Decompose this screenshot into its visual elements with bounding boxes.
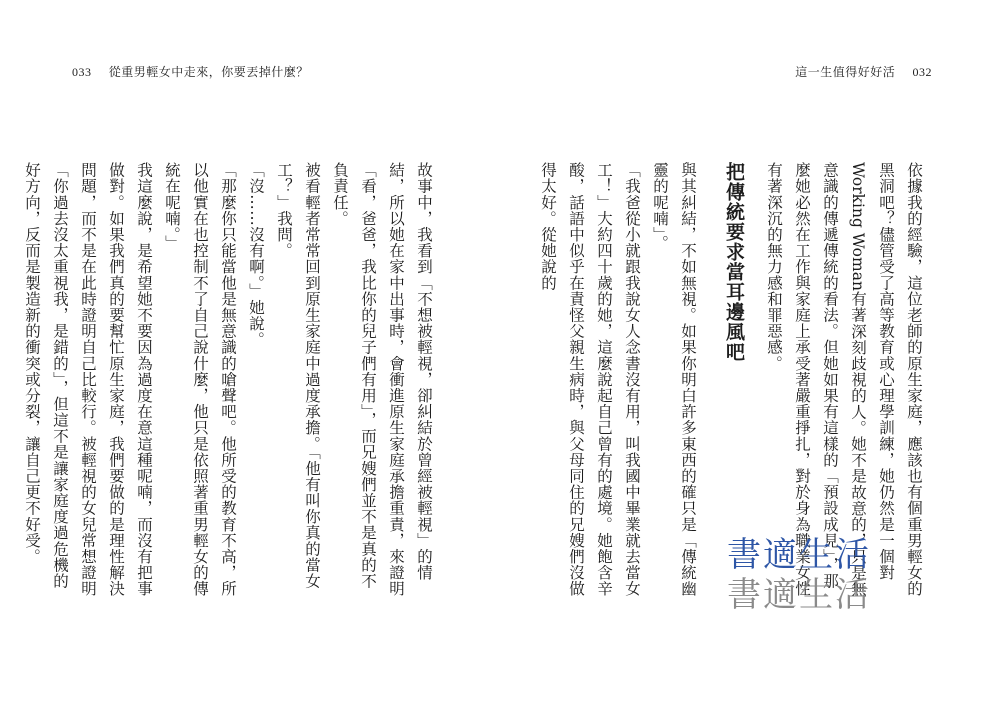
right-running-title: 這一生值得好好活: [795, 65, 896, 79]
section-heading: 把傳統要求當耳邊風吧: [723, 162, 745, 362]
paragraph: 「沒……沒有啊。」她說。: [247, 162, 265, 348]
paragraph: 被看輕者常常回到原生家庭中過度承擔。「他有叫你真的當女工？」我問。: [275, 162, 321, 589]
right-running-head: [795, 63, 932, 80]
paragraph-text: 有著深刻歧視的人。她不是故意的，只是無意識的傳遞傳統的看法。但她如果有這樣的「預設成見」，那麼她必然在工作與家庭上承受著嚴重掙扎，對於身為職業女性有著深沉的無力感和罪惡感。: [765, 162, 867, 597]
paragraph: 「我爸從小就跟我說女人念書沒有用，叫我國中畢業就去當女工！」大約四十歲的她，這麼說起自己曾有的處境。她飽含辛酸，話語中似乎在責怪父親生病時，與父母同住的兄嫂們沒做得太好。從她說的: [539, 162, 641, 597]
paragraph-text: 依據我的經驗，這位老師的原生家庭，應該也有個重男輕女的黑洞吧？儘管受了高等教育或心理學訓練，她仍然是一個對: [877, 162, 923, 597]
latin-term: Working Woman: [849, 162, 867, 291]
watermark-logo-gray: 書適生活: [727, 575, 871, 615]
paragraph: 「那麼你只能當他是無意識的嗆聲吧。他所受的教育不高，所以他實在也控制不了自己說什麼，他只是依照著重男輕女的傳統在呢喃。」: [163, 162, 237, 597]
paragraph: 故事中，我看到「不想被輕視，卻糾結於曾經被輕視」的情結，所以她在家中出事時，會衝進原生家庭承擔重責，來證明「看，爸爸，我比你的兒子們有用」，而兄嫂們並不是真的不負責任。: [331, 162, 433, 597]
left-body-text: [23, 162, 438, 602]
watermark-logo-blue: 書適生活: [727, 535, 871, 575]
paragraph: 我這麼說，是希望她不要因為過度在意這種呢喃，而沒有把事做對。如果我們真的要幫忙原生家庭，我們要做的是理性解決問題，而不是在此時證明自己比較行。被輕視的女兒常想證明「你過去沒太重視我，是錯的」，但這不是讓家庭度過危機的好方向，反而是製造新的衝突或分裂，讓自己更不好受。: [23, 162, 153, 597]
paragraph: 與其糾結，不如無視。如果你明白許多東西的確只是「傳統幽靈的呢喃」。: [651, 162, 697, 597]
left-running-title: 從重男輕女中走來，你要丟掉什麼？: [108, 65, 309, 79]
left-page-number: 033: [72, 65, 92, 79]
left-running-head: [72, 63, 309, 80]
right-page-number: 032: [912, 65, 932, 79]
